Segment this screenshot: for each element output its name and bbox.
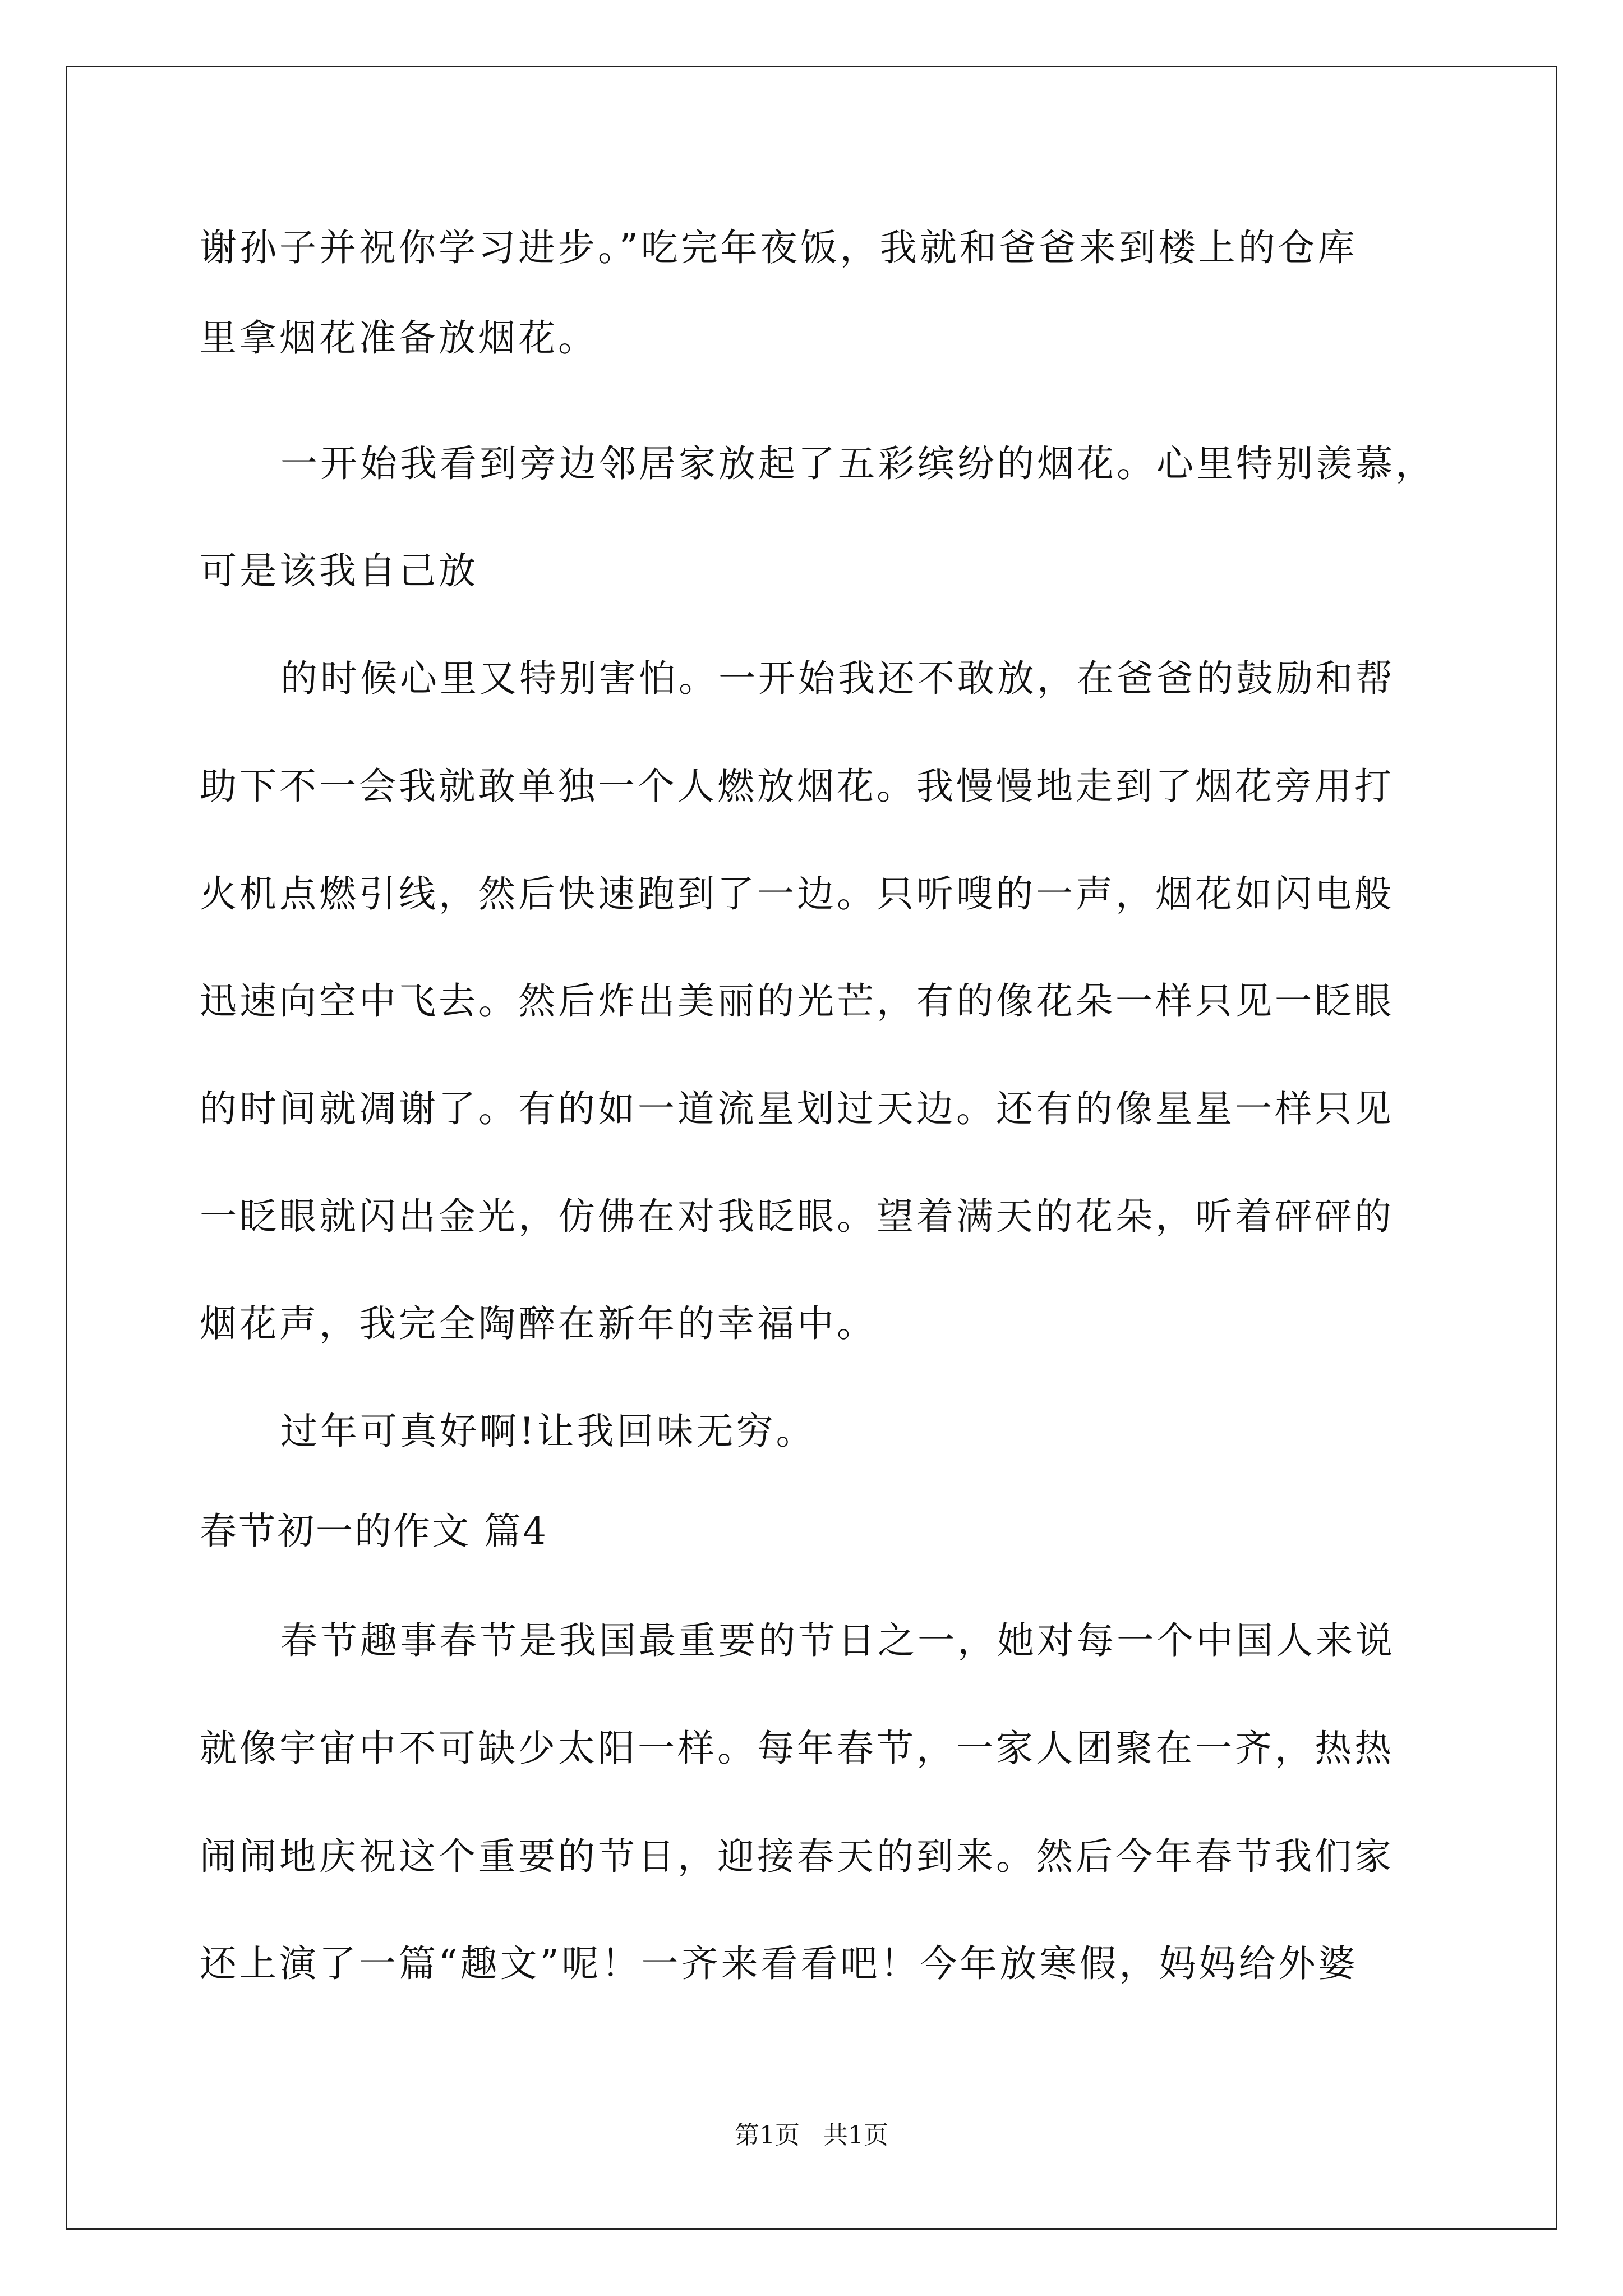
text-line: 助下不一会我就敢单独一个人燃放烟花。我慢慢地走到了烟花旁用打 bbox=[200, 765, 1394, 808]
paragraph-first-line: 一开始我看到旁边邻居家放起了五彩缤纷的烟花。心里特别羡慕， bbox=[280, 442, 1435, 485]
text-line: 就像宇宙中不可缺少太阳一样。每年春节，一家人团聚在一齐，热热 bbox=[200, 1727, 1394, 1770]
text-line: 谢孙子并祝你学习进步。”吃完年夜饭，我就和爸爸来到楼上的仓库 bbox=[200, 226, 1358, 269]
text-line: 里拿烟花准备放烟花。 bbox=[200, 316, 598, 360]
paragraph-first-line: 春节趣事春节是我国最重要的节日之一，她对每一个中国人来说 bbox=[280, 1619, 1395, 1662]
text-line: 闹闹地庆祝这个重要的节日，迎接春天的到来。然后今年春节我们家 bbox=[200, 1835, 1394, 1878]
text-line: 可是该我自己放 bbox=[200, 549, 478, 592]
text-line: 火机点燃引线，然后快速跑到了一边。只听嗖的一声，烟花如闪电般 bbox=[200, 872, 1394, 915]
text-line: 还上演了一篇“趣文”呢！一齐来看看吧！今年放寒假，妈妈给外婆 bbox=[200, 1942, 1358, 1985]
page-border bbox=[66, 66, 1557, 2230]
text-line: 的时间就凋谢了。有的如一道流星划过天边。还有的像星星一样只见 bbox=[200, 1087, 1394, 1130]
text-line: 烟花声，我完全陶醉在新年的幸福中。 bbox=[200, 1302, 877, 1345]
text-line: 迅速向空中飞去。然后炸出美丽的光芒，有的像花朵一样只见一眨眼 bbox=[200, 979, 1394, 1023]
text-line: 一眨眼就闪出金光，仿佛在对我眨眼。望着满天的花朵，听着砰砰的 bbox=[200, 1195, 1394, 1238]
paragraph-first-line: 的时候心里又特别害怕。一开始我还不敢放，在爸爸的鼓励和帮 bbox=[280, 657, 1395, 700]
page-footer: 第1页 共1页 bbox=[735, 2121, 888, 2150]
section-heading: 春节初一的作文 篇4 bbox=[200, 1510, 548, 1553]
paragraph-first-line: 过年可真好啊!让我回味无穷。 bbox=[280, 1410, 816, 1453]
